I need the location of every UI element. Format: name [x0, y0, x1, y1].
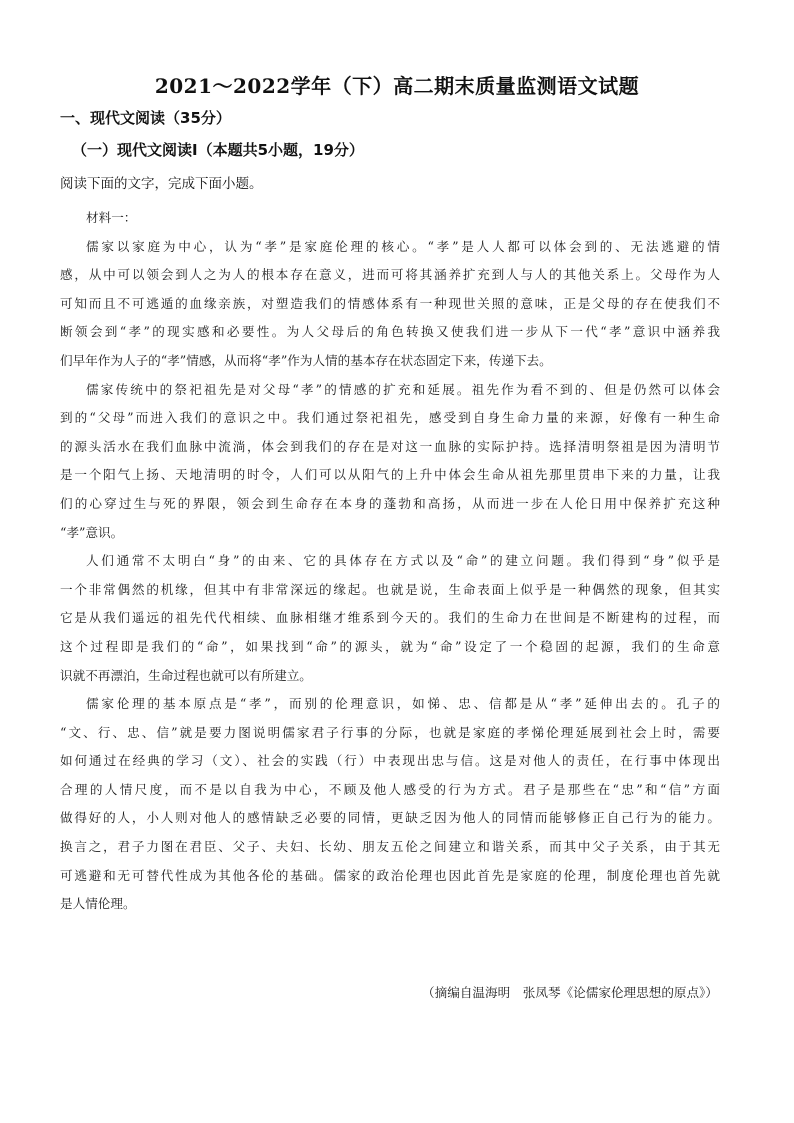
subsection-heading: （一）现代文阅读Ⅰ（本题共5小题，19分）	[72, 141, 364, 159]
paragraph-line: 儒家以家庭为中心，认为“孝”是家庭伦理的核心。“孝”是人人都可以体会到的、无法逃避的情	[86, 238, 720, 254]
paragraph-line: 它是从我们遥远的祖先代代相续、血脉相继才维系到今天的。我们的生命力在世间是不断建构的过程，而	[60, 610, 720, 626]
paragraph-line: 的源头活水在我们血脉中流淌，体会到我们的存在是对这一血脉的实际护持。选择清明祭祖是因为清明节	[60, 438, 720, 454]
reading-instruction: 阅读下面的文字，完成下面小题。	[60, 176, 263, 192]
paragraph-line: 识就不再漂泊，生命过程也就可以有所建立。	[60, 667, 312, 683]
paragraph-line: 合理的人情尺度，而不是以自我为中心，不顾及他人感受的行为方式。君子是那些在“忠”和“信”方面	[60, 781, 720, 797]
paragraph-line: 可逃避和无可替代性成为其他各伦的基础。儒家的政治伦理也因此首先是家庭的伦理，制度伦理也首先就	[60, 867, 720, 883]
paragraph-line: 儒家伦理的基本原点是“孝”，而别的伦理意识，如悌、忠、信都是从“孝”延伸出去的。孔子的	[86, 696, 720, 712]
paragraph-line: 是一个阳气上扬、天地清明的时令，人们可以从阳气的上升中体会生命从祖先那里贯串下来的力量，让我	[60, 467, 720, 483]
paragraph-line: 一个非常偶然的机缘，但其中有非常深远的缘起。也就是说，生命表面上似乎是一种偶然的现象，但其实	[60, 581, 720, 597]
paragraph-line: 做得好的人，小人则对他人的感情缺乏必要的同情，更缺乏因为他人的同情而能够修正自己行为的能力。	[60, 810, 720, 826]
paragraph-line: “文、行、忠、信”就是要力图说明儒家君子行事的分际，也就是家庭的孝悌伦理延展到社会上时，需要	[60, 724, 720, 740]
paragraph-line: 断领会到“孝”的现实感和必要性。为人父母后的角色转换又使我们进一步从下一代“孝”意识中涵养我	[60, 324, 720, 340]
reading-material	[60, 204, 720, 919]
exam-title: 2021～2022学年（下）高二期末质量监测语文试题	[154, 74, 640, 98]
paragraph-line: 儒家传统中的祭祀祖先是对父母“孝”的情感的扩充和延展。祖先作为看不到的、但是仍然可以体会	[86, 381, 720, 397]
paragraph-line: 到的“父母”而进入我们的意识之中。我们通过祭祀祖先，感受到自身生命力量的来源，好像有一种生命	[60, 410, 720, 426]
paragraph-line: 换言之，君子力图在君臣、父子、夫妇、长幼、朋友五伦之间建立和谐关系，而其中父子关系，由于其无	[60, 839, 720, 855]
section-heading: 一、现代文阅读（35分）	[60, 109, 231, 127]
paragraph-line: 是人情伦理。	[60, 896, 136, 912]
material-label: 材料一：	[86, 210, 137, 225]
paragraph-line: 可知而且不可逃遁的血缘亲族，对塑造我们的情感体系有一种现世关照的意味，正是父母的存在使我们不	[60, 295, 720, 311]
paragraph-line: “孝”意识。	[60, 524, 124, 540]
material-source: （摘编自温海明 张凤琴《论儒家伦理思想的原点》）	[422, 985, 718, 1000]
paragraph-line: 们早年作为人子的“孝”情感，从而将“孝”作为人情的基本存在状态固定下来，传递下去。	[60, 352, 552, 368]
paragraph-line: 人们通常不太明白“身”的由来、它的具体存在方式以及“命”的建立问题。我们得到“身”似乎是	[86, 553, 720, 569]
paragraph-line: 们的心穿过生与死的界限，领会到生命存在本身的蓬勃和高扬，从而进一步在人伦日用中保养扩充这种	[60, 495, 720, 511]
paragraph-line: 如何通过在经典的学习（文）、社会的实践（行）中表现出忠与信。这是对他人的责任，在行事中体现出	[60, 753, 720, 769]
paragraph-line: 这个过程即是我们的“命”，如果找到“命”的源头，就为“命”设定了一个稳固的起源，我们的生命意	[60, 638, 720, 654]
paragraph-line: 感，从中可以领会到人之为人的根本存在意义，进而可将其涵养扩充到人与人的其他关系上。父母作为人	[60, 267, 720, 283]
